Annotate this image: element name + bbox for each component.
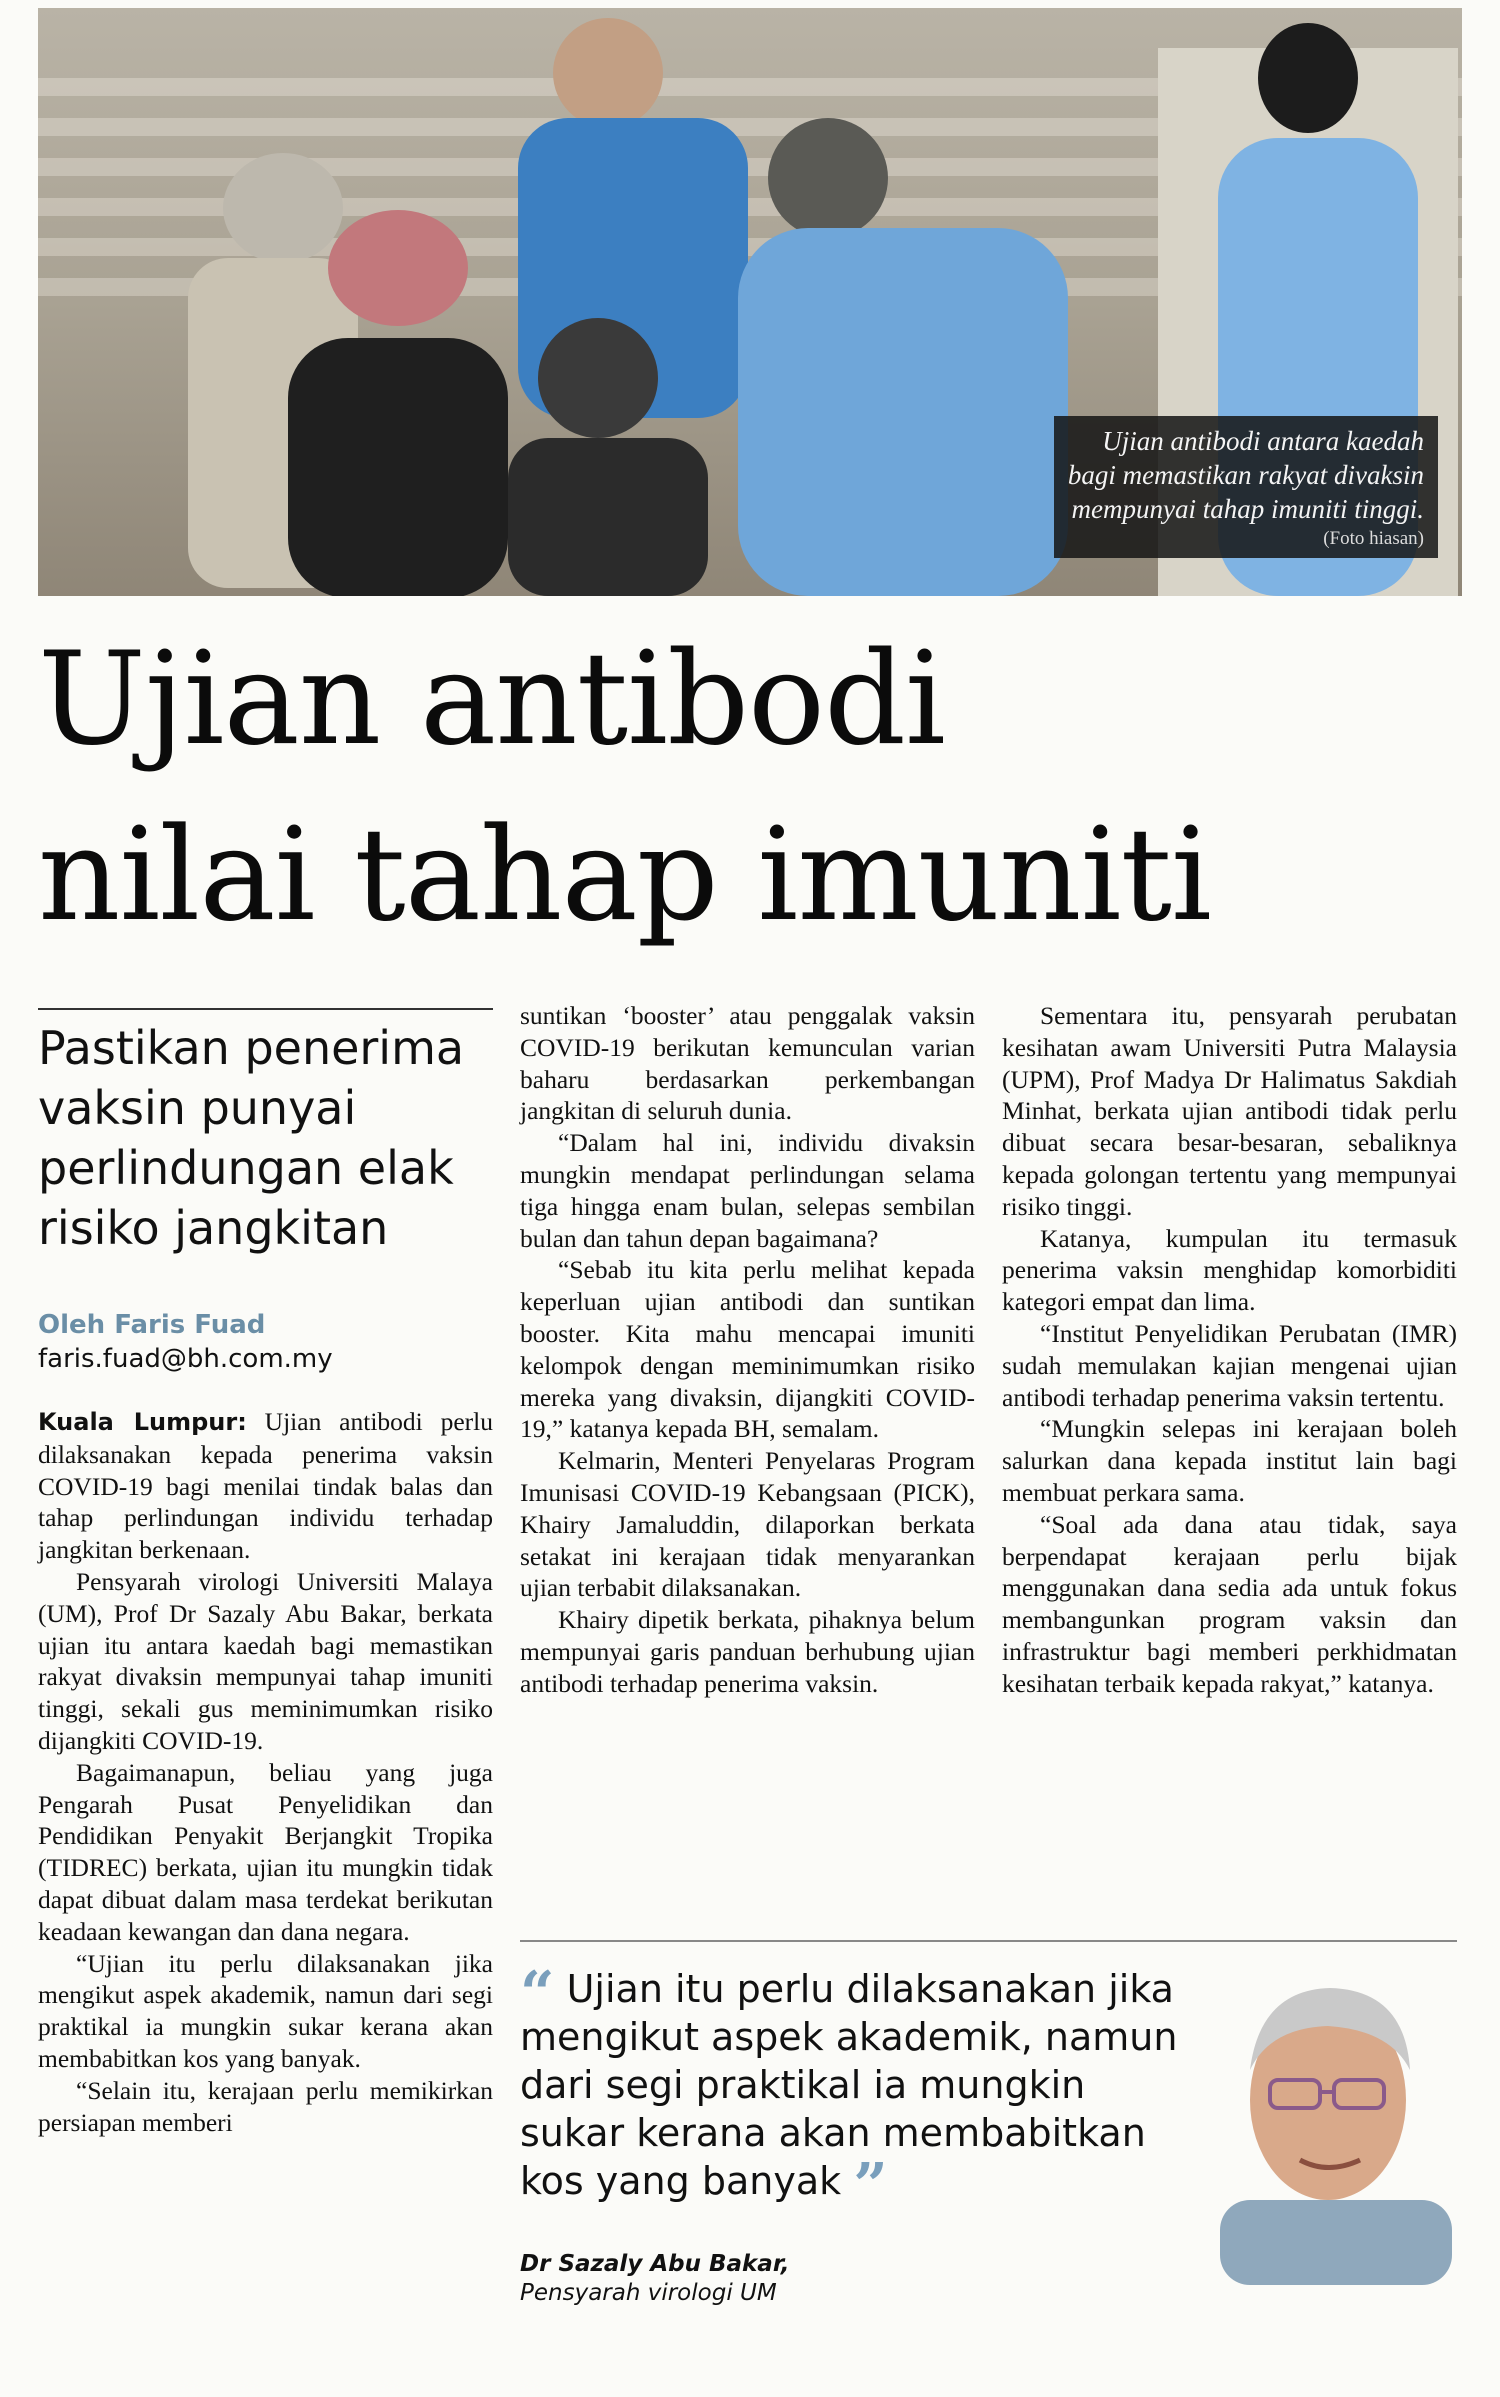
byline <box>38 1308 333 1376</box>
article-column-2 <box>520 1000 975 1700</box>
paragraph: Khairy dipetik berkata, pihaknya belum mempunyai garis panduan berhubung ujian antibodi terhadap penerima vaksin. <box>520 1605 975 1698</box>
article-column-1 <box>38 1406 493 2138</box>
caption-line: mempunyai tahap imuniti tinggi. <box>1071 494 1424 524</box>
portrait-illustration <box>1200 1960 1452 2285</box>
pull-quote <box>520 1959 1200 2221</box>
paragraph: “Sebab itu kita perlu melihat kepada keperluan ujian antibodi dan suntikan booster. Kita mahu mencapai imuniti kelompok dengan meminimumkan risiko mereka yang divaksin, dijangkiti COVID-19,” katanya kepada BH, semalam. <box>520 1255 975 1444</box>
paragraph: “Selain itu, kerajaan perlu memikirkan persiapan memberi <box>38 2075 493 2137</box>
paragraph: Sementara itu, pensyarah perubatan kesihatan awam Universiti Putra Malaysia (UPM), Prof Madya Dr Halimatus Sakdiah Minhat, berkata ujian antibodi tidak perlu dibuat secara besar-besaran, sebaliknya kepada golongan tertentu yang mempunyai risiko tinggi. <box>1002 1001 1457 1221</box>
paragraph: “Soal ada dana atau tidak, saya berpendapat kerajaan perlu bijak menggunakan dana sedia ada untuk fokus membangunkan program vaksin dan infrastruktur bagi memberi perkhidmatan kesihatan terbaik kepada rakyat,” katanya. <box>1002 1509 1457 1698</box>
news-photo <box>38 8 1462 596</box>
caption-line: bagi memastikan rakyat divaksin <box>1067 460 1424 490</box>
paragraph: “Institut Penyelidikan Perubatan (IMR) sudah memulakan kajian mengenai ujian antibodi terhadap penerima vaksin tertentu. <box>1002 1318 1457 1412</box>
open-quote-icon: “ <box>520 1959 555 2029</box>
article-column-3 <box>1002 1000 1457 1700</box>
paragraph: “Ujian itu perlu dilaksanakan jika mengikut aspek akademik, namun dari segi praktikal ia mungkin sukar kerana akan membabitkan kos yang banyak. <box>38 1948 493 2073</box>
headline-line-2: nilai tahap imuniti <box>38 801 1211 950</box>
paragraph: Katanya, kumpulan itu termasuk penerima vaksin menghidap komorbiditi kategori empat dan lima. <box>1002 1223 1457 1317</box>
author-email[interactable]: faris.fuad@bh.com.my <box>38 1344 333 1374</box>
author-name: Oleh Faris Fuad <box>38 1310 266 1340</box>
pull-quote-text: Ujian itu perlu dilaksanakan jika mengikut aspek akademik, namun dari segi praktikal ia mungkin sukar kerana akan membabitkan kos yang banyak <box>520 1967 1178 2203</box>
paragraph: “Dalam hal ini, individu divaksin mungkin mendapat perlindungan selama tiga hingga enam bulan, selepas sembilan bulan dan tahun depan bagaimana? <box>520 1128 975 1253</box>
divider <box>38 1008 493 1010</box>
paragraph: Pensyarah virologi Universiti Malaya (UM), Prof Dr Sazaly Abu Bakar, berkata ujian itu antara kaedah bagi memastikan rakyat divaksin mempunyai tahap imuniti tinggi, sekali gus meminimumkan risiko dijangkiti COVID-19. <box>38 1566 493 1755</box>
caption-line: Ujian antibodi antara kaedah <box>1102 426 1424 456</box>
paragraph: suntikan ‘booster’ atau penggalak vaksin COVID-19 berikutan kemunculan varian baharu berdasarkan perkembangan jangkitan di seluruh dunia. <box>520 1001 975 1126</box>
paragraph: Kelmarin, Menteri Penyelaras Program Imunisasi COVID-19 Kebangsaan (PICK), Khairy Jamaluddin, dilaporkan berkata setakat ini kerajaan tidak menyarankan ujian terbabit dilaksanakan. <box>520 1446 975 1603</box>
close-quote-icon: ” <box>853 2151 888 2221</box>
pull-quote-attribution <box>520 2250 790 2308</box>
divider <box>520 1940 1457 1942</box>
subheadline: Pastikan penerima vaksin punyai perlindungan elak risiko jangkitan <box>38 1021 465 1255</box>
photo-caption <box>1054 416 1438 558</box>
paragraph: Bagaimanapun, beliau yang juga Pengarah Pusat Penyelidikan dan Pendidikan Penyakit Berjangkit Tropika (TIDREC) berkata, ujian itu mungkin tidak dapat dibuat dalam masa terdekat berikutan keadaan kewangan dan dana negara. <box>38 1757 493 1946</box>
headline <box>38 612 1458 964</box>
portrait-photo <box>1200 1960 1452 2285</box>
paragraph <box>38 1406 493 1566</box>
quote-author: Dr Sazaly Abu Bakar, <box>520 2251 790 2277</box>
paragraph-text: Ujian antibodi perlu dilaksanakan kepada penerima vaksin COVID-19 bagi menilai tindak balas dan tahap perlindungan individu terhadap jangkitan berkenaan. <box>38 1407 494 1565</box>
paragraph: “Mungkin selepas ini kerajaan boleh salurkan dana kepada institut lain bagi membuat perkara sama. <box>1002 1414 1457 1507</box>
headline-line-1: Ujian antibodi <box>38 625 945 774</box>
dateline: Kuala Lumpur: <box>38 1408 247 1436</box>
photo-credit: (Foto hiasan) <box>1323 528 1424 549</box>
quote-author-role: Pensyarah virologi UM <box>520 2280 777 2306</box>
